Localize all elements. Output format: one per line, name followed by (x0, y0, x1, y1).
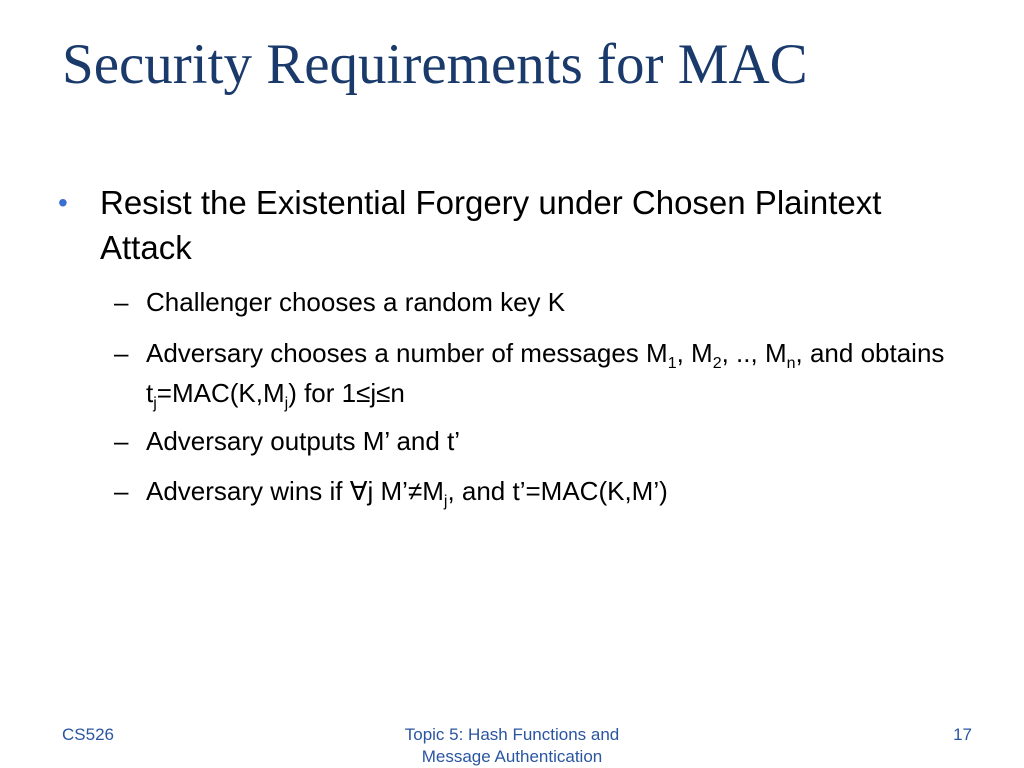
subscript: j (443, 493, 448, 510)
subscript: n (786, 355, 796, 372)
sub-item-text: Challenger chooses a random key K (146, 287, 566, 317)
subscript: 2 (712, 355, 722, 372)
sub-item-text-part: , and obtains t (146, 338, 945, 408)
sub-item-marker: – (114, 287, 129, 317)
sub-item-challenger-key (114, 282, 986, 322)
slide-title: Security Requirements for MAC (62, 33, 808, 96)
sub-item-adversary-wins (114, 471, 986, 511)
sub-item-text-part: , .., M (721, 338, 787, 368)
sub-item-text-part: Adversary wins if ∀j M’≠M (146, 476, 444, 506)
sub-item-text-part: Adversary chooses a number of messages M (146, 338, 668, 368)
subscript: j (284, 395, 289, 412)
sub-item-text-part: , and t’=MAC(K,M’) (447, 476, 668, 506)
sub-item-text-part: , M (676, 338, 713, 368)
subscript: j (153, 395, 157, 412)
sub-item-text-part: =MAC(K,M (156, 378, 285, 408)
sub-item-text-part: ) for 1≤j≤n (288, 378, 405, 408)
footer-page-number: 17 (953, 725, 972, 744)
footer-topic-line-2: Message Authentication (421, 747, 603, 766)
sub-item-marker: – (114, 476, 129, 506)
footer-course-code: CS526 (62, 725, 114, 744)
main-bullet-text: Resist the Existential Forgery under Chosen Plaintext Attack (100, 184, 882, 266)
sub-item-adversary-outputs (114, 421, 986, 461)
main-bullet (58, 180, 960, 270)
sub-item-marker: – (114, 426, 129, 456)
sub-item-marker: – (114, 338, 129, 368)
footer-topic (362, 724, 662, 768)
bullet-marker: • (58, 187, 68, 218)
subscript: 1 (667, 355, 677, 372)
sub-item-text: Adversary outputs M’ and t’ (146, 426, 461, 456)
sub-item-adversary-queries (114, 333, 986, 413)
footer-topic-line-1: Topic 5: Hash Functions and (404, 725, 620, 744)
